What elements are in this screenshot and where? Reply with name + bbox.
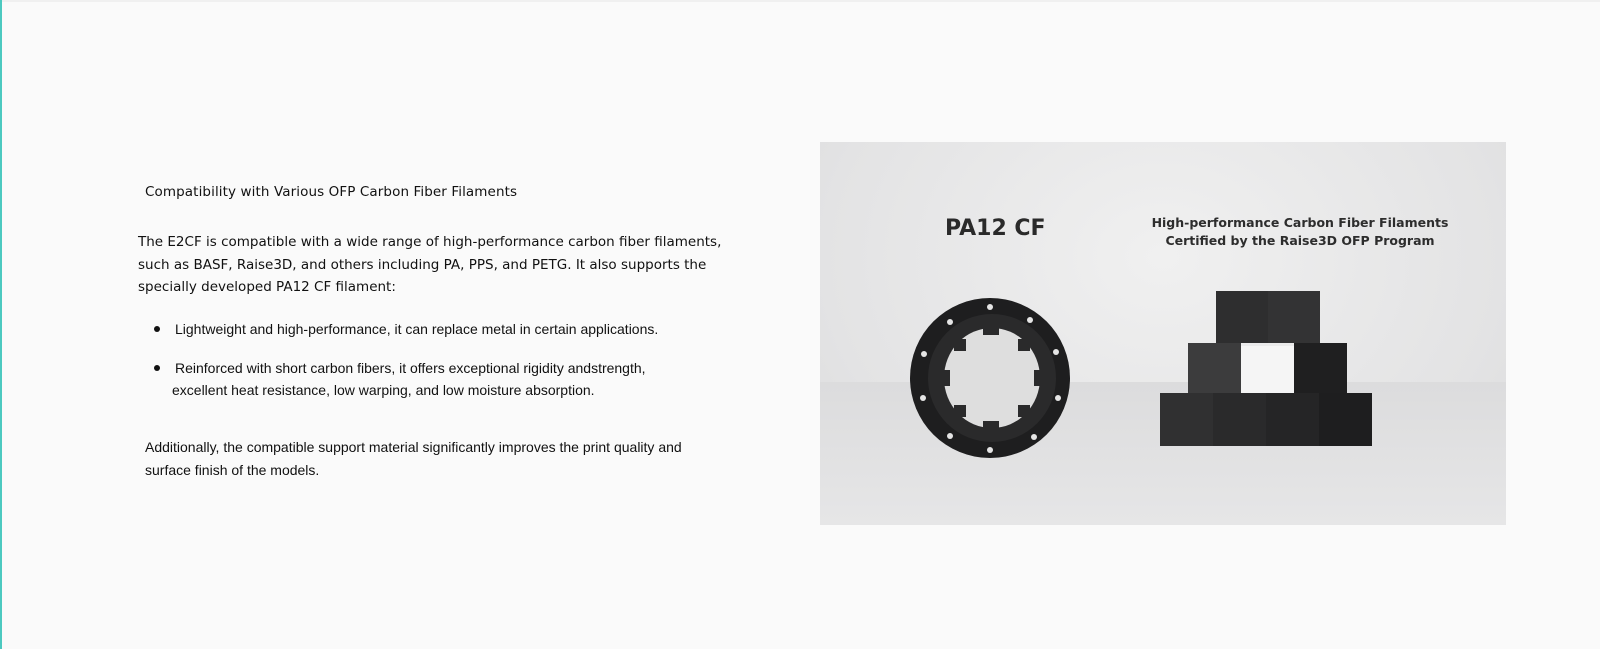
bullet-text-continued: excellent heat resistance, low warping, and low moisture absorption.: [172, 382, 595, 398]
bullet-icon: [154, 365, 160, 371]
caption-line-2: Certified by the Raise3D OFP Program: [1165, 233, 1435, 248]
pa12-label: PA12 CF: [945, 216, 1046, 241]
bullet-icon: [154, 326, 160, 332]
filament-block-stack: [1160, 291, 1372, 446]
feature-list: [150, 318, 710, 418]
intro-paragraph: The E2CF is compatible with a wide range of high-performance carbon fiber filaments, such as BASF, Raise3D, and others including PA, PPS, and PETG. It also supports the specially developed PA12 CF filament:: [138, 234, 722, 295]
list-item: [150, 357, 710, 401]
caption-line-1: High-performance Carbon Fiber Filaments: [1151, 215, 1449, 230]
additional-paragraph: Additionally, the compatible support material significantly improves the print quality and surface finish of the models.: [145, 439, 682, 478]
bullet-text: Reinforced with short carbon fibers, it offers exceptional rigidity andstrength,: [175, 360, 646, 376]
product-image: [820, 142, 1506, 525]
section-heading: Compatibility with Various OFP Carbon Fiber Filaments: [145, 184, 518, 200]
pa12-ring-part: [910, 298, 1070, 458]
image-caption: [1140, 214, 1460, 250]
left-accent-border: [0, 0, 2, 649]
product-illustration: [820, 142, 1506, 525]
list-item: [150, 318, 710, 340]
bullet-text: Lightweight and high-performance, it can replace metal in certain applications.: [175, 321, 659, 337]
top-divider: [0, 0, 1600, 2]
